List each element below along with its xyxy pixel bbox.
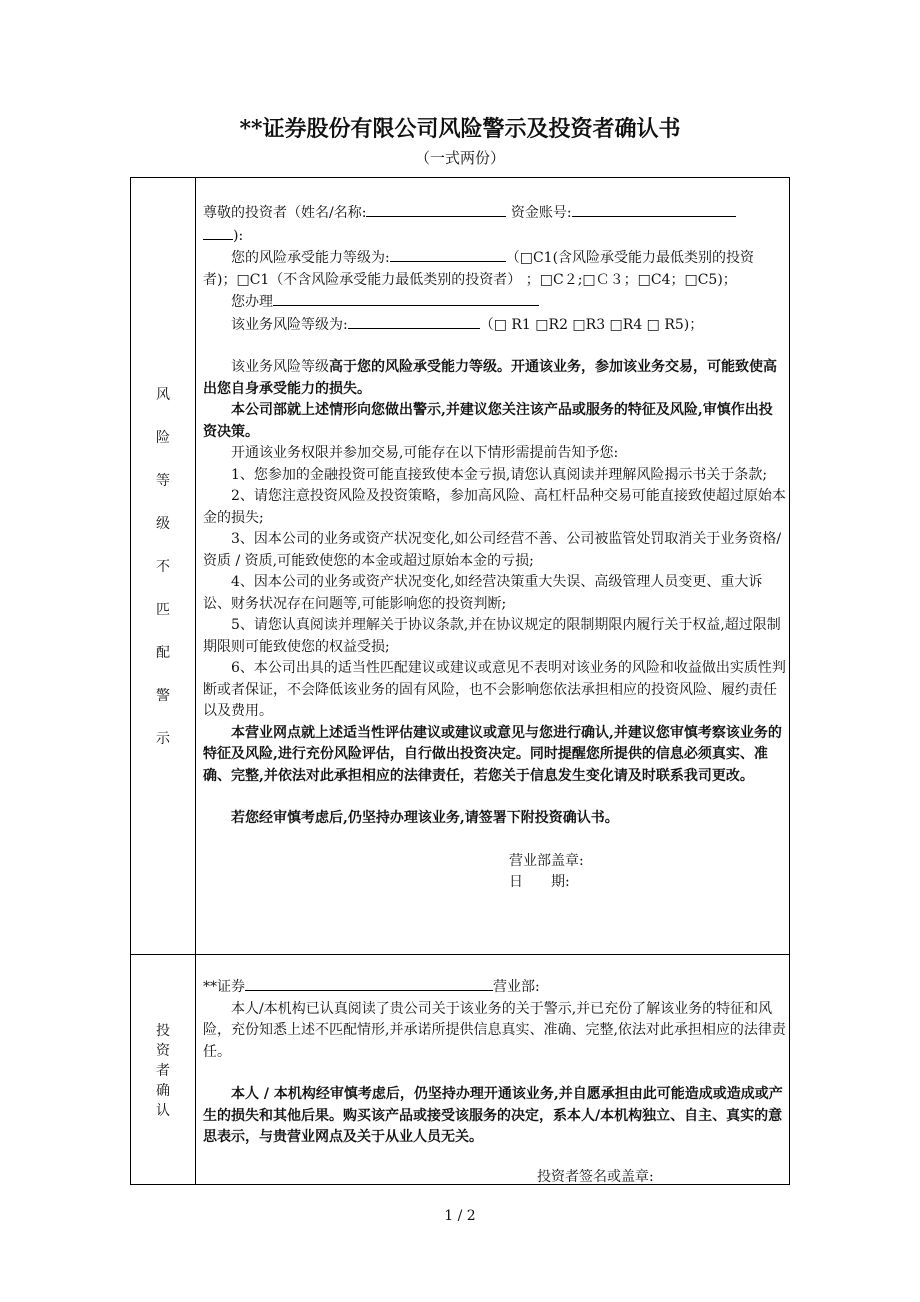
warning-paragraph: 该业务风险等级高于您的风险承受能力等级。开通该业务，参加该业务交易，可能致使高出您自身承受能力的损失。: [203, 359, 777, 397]
business-line: 您办理: [203, 291, 786, 314]
notice-item-5: 5、请您认真阅读并理解关于协议条款,并在协议规定的限制期限内履行关于权益,超过限制期限则可能致使您的权益受损;: [203, 617, 781, 655]
stamp-label: 营业部盖章:: [509, 852, 584, 869]
form-table: [130, 177, 790, 1185]
signature-label: 投资者签名或盖章:: [537, 1168, 654, 1185]
document-subtitle: （一式两份）: [414, 149, 505, 167]
suggestion-paragraph: 本公司部就上述情形向您做出警示,并建议您关注该产品或服务的特征及风险,审慎作出投资决策。: [203, 402, 773, 440]
business-blank[interactable]: [273, 291, 539, 306]
branch-blank[interactable]: [245, 976, 493, 991]
broker-line: **证券 营业部:: [203, 976, 786, 999]
acknowledge-paragraph: 本人/本机构已认真阅读了贵公司关于该业务的关于警示,并已充份了解该业务的特征和风险，充份知悉上述不匹配情形,并承诺所提供信息真实、准确、完整,依法对此承担相应的法律责任。: [203, 1000, 786, 1060]
date-label: 日 期:: [509, 874, 570, 890]
notice-item-1: 1、您参加的金融投资可能直接致使本金亏损,请您认真阅读并理解风险揭示书关于条款;: [231, 466, 768, 483]
business-risk-blank[interactable]: [348, 314, 480, 329]
business-risk-line: 该业务风险等级为: （□ R1 □R2 □R3 □R4 □ R5)；: [203, 314, 786, 337]
notice-item-4: 4、因本公司的业务或资产状况变化,如经营决策重大失误、高级管理人员变更、重大诉讼、财务状况存在问题等,可能影响您的投资判断;: [203, 574, 763, 612]
document-title: **证券股份有限公司风险警示及投资者确认书: [239, 116, 681, 142]
greeting-end: ):: [203, 225, 786, 248]
notice-intro: 开通该业务权限并参加交易,可能存在以下情形需提前告知予您:: [231, 445, 619, 461]
greeting-line: 尊敬的投资者（姓名/名称: 资金账号:: [203, 202, 786, 225]
notice-item-2: 2、请您注意投资风险及投资策略，参加高风险、高杠杆品种交易可能直接致使超过原始本金的损失;: [203, 488, 786, 526]
notice-item-6: 6、本公司出具的适当性匹配建议或建议或意见不表明对该业务的风险和收益做出实质性判断或者保证，不会降低该业务的固有风险，也不会影响您依法承担相应的投资风险、履约责任以及费用。: [203, 660, 786, 719]
page-number: 1 / 2: [444, 1208, 476, 1224]
account-blank[interactable]: [572, 202, 736, 217]
risk-warning-content: [203, 202, 786, 894]
name-blank[interactable]: [366, 202, 506, 217]
risk-level-line: 您的风险承受能力等级为: （□C1(含风险承受能力最低类别的投资者)；□C1（不含风险承受能力最低类别的投资者） ；□C２;□Ｃ３；□C4；□C5)；: [203, 247, 786, 291]
notice-item-3: 3、因本公司的业务或资产状况变化,如公司经营不善、公司被监管处罚取消关于业务资格/资质 / 资质,可能致使您的本金或超过原始本金的亏损;: [203, 531, 782, 569]
commitment-paragraph: 本人 / 本机构经审慎考虑后，仍坚持办理开通该业务,并自愿承担由此可能造成或造成或产生的损失和其他后果。购买该产品或接受该服务的决定，系本人/本机构独立、自主、真实的意思表示，与贵营业网点及关于从业人员无关。: [203, 1086, 783, 1145]
investor-confirm-content: [203, 976, 786, 1188]
risk-level-blank[interactable]: [390, 247, 506, 262]
investor-confirm-side-label: 投 资 者 确 认: [156, 1023, 170, 1119]
column-divider: [195, 178, 196, 1184]
confirmation-paragraph: 本营业网点就上述适当性评估建议或建议或意见与您进行确认,并建议您审慎考察该业务的特征及风险,进行充份风险评估，自行做出投资决定。同时提醒您所提供的信息必须真实、准确、完整,并依法对此承担相应的法律责任，若您关于信息发生变化请及时联系我司更改。: [203, 724, 782, 784]
sign-request: 若您经审慎考虑后,仍坚持办理该业务,请签署下附投资确认书。: [231, 810, 619, 826]
risk-warning-side-label: 风 险 等 级 不 匹 配 警 示: [156, 387, 170, 747]
row-divider: [131, 954, 789, 955]
